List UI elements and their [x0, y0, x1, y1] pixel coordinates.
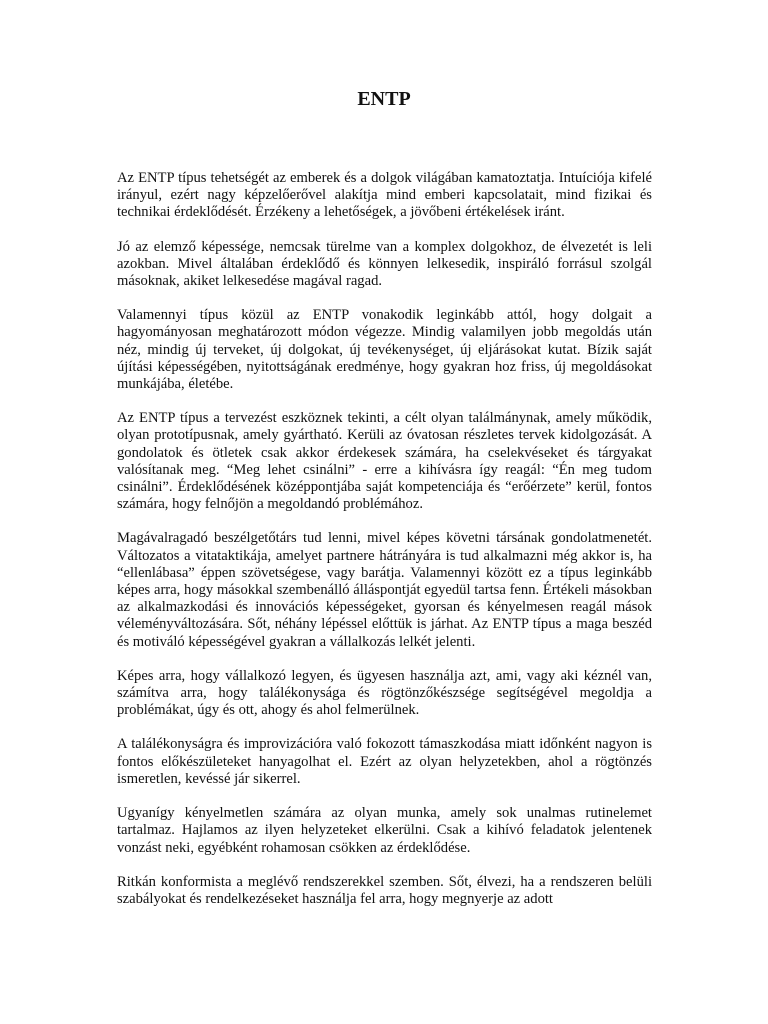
- paragraph: Ritkán konformista a meglévő rendszerekkel szemben. Sőt, élvezi, ha a rendszeren belüli szabályokat és rendelkezéseket használja fel arra, hogy megnyerje az adott: [117, 873, 652, 907]
- document-body: [117, 170, 652, 925]
- paragraph: Magávalragadó beszélgetőtárs tud lenni, mivel képes követni társának gondolatmenetét. Változatos a vitataktikája, amelyet partnere hátrányára is tud alkalmazni még akkor is, ha “ellenlábasa” éppen szövetségese, vagy barátja. Valamennyi között ez a típus leginkább képes arra, hogy másokkal szembenálló álláspontját egyedül tartsa fenn. Értékeli másokban az alkalmazkodási és innovációs képességeket, gyorsan és kényelmesen reagál mások véleményváltozására. Sőt, néhány lépéssel előttük is járhat. Az ENTP típus a maga beszéd és motiváló képességével gyakran a vállalkozás lelkét jelenti.: [117, 530, 652, 650]
- paragraph: Az ENTP típus tehetségét az emberek és a dolgok világában kamatoztatja. Intuíciója kifelé irányul, ezért nagy képzelőerővel alakítja mind emberi kapcsolatait, mind fizikai és technikai érdeklődését. Érzékeny a lehetőségek, a jövőbeni értékelések iránt.: [117, 170, 652, 221]
- page-title: ENTP: [357, 88, 411, 110]
- paragraph: Ugyanígy kényelmetlen számára az olyan munka, amely sok unalmas rutinelemet tartalmaz. Hajlamos az ilyen helyzeteket elkerülni. Csak a kihívó feladatok jelentenek vonzást neki, egyébként rohamosan csökken az érdeklődése.: [117, 805, 652, 856]
- paragraph: Képes arra, hogy vállalkozó legyen, és ügyesen használja azt, ami, vagy aki kéznél van, számítva arra, hogy találékonysága és rögtönzőkészsége segítségével megoldja a problémákat, úgy és ott, ahogy és ahol felmerülnek.: [117, 667, 652, 719]
- paragraph: A találékonyságra és improvizációra való fokozott támaszkodása miatt időnként nagyon is fontos előkészületeket hanyagolhat el. Ezért az olyan helyzetekben, ahol a rögtönzés ismeretlen, kevéssé jár sikerrel.: [117, 736, 652, 787]
- paragraph: Valamennyi típus közül az ENTP vonakodik leginkább attól, hogy dolgait a hagyományosan meghatározott módon végezze. Mindig valamilyen jobb megoldás után néz, mindig új terveket, új dolgokat, új tevékenységet, új eljárásokat kutat. Bízik saját újítási képességében, nyitottságának eredménye, hogy gyakran hoz friss, új megoldásokat munkájába, életébe.: [117, 307, 652, 393]
- paragraph: Jó az elemző képessége, nemcsak türelme van a komplex dolgokhoz, de élvezetét is leli azokban. Mivel általában érdeklődő és könnyen lelkesedik, inspiráló forrásul szolgál másoknak, akiket lelkesedése magával ragad.: [117, 238, 652, 290]
- paragraph: Az ENTP típus a tervezést eszköznek tekinti, a célt olyan találmánynak, amely működik, olyan prototípusnak, amely gyártható. Kerüli az óvatosan részletes tervek kidolgozását. A gondolatok és ötletek csak akkor érdekesek számára, ha cselekvéseket és tárgyakat valósítanak meg. “Meg lehet csinálni” - erre a kihívásra így reagál: “Én meg tudom csinálni”. Érdeklődésének középpontjába saját kompetenciája és “erőérzete” kerül, fontos számára, hogy felnőjön a megoldandó problémához.: [117, 410, 652, 513]
